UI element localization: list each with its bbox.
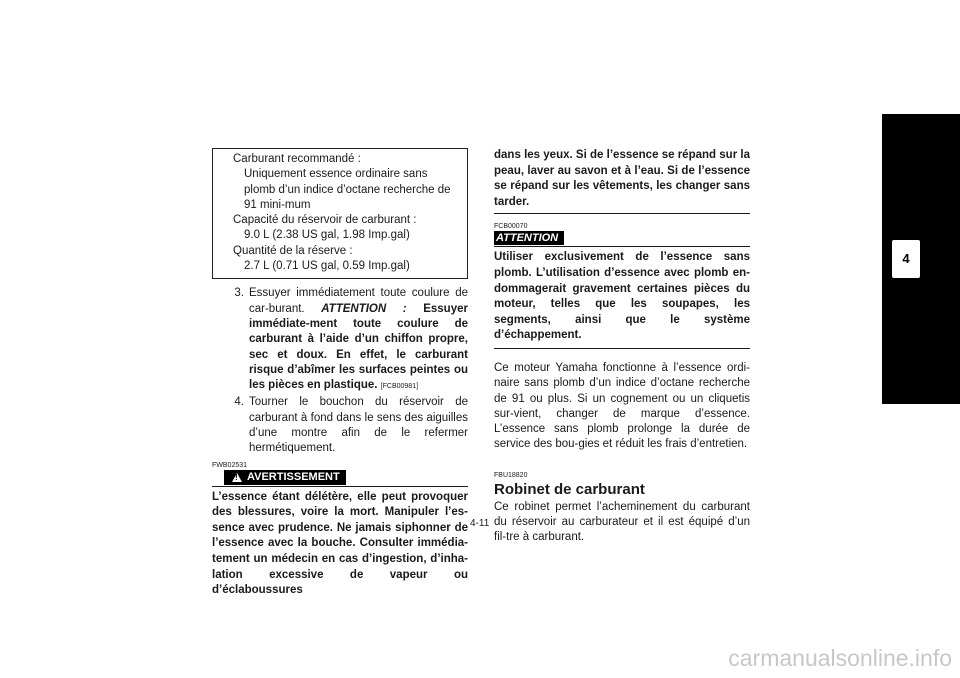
reserve-label: Quantité de la réserve : <box>233 244 353 257</box>
warning-triangle-icon <box>232 473 242 482</box>
step-number: 3. <box>234 287 244 300</box>
step-3-bold-text: Essuyer immédiate-ment toute coulure de carburant à l’aide d’un chiffon propre, sec et doux. En effet, le carburant risque d’abîmer les surfaces peintes ou les pièces en plastique. <box>249 302 468 392</box>
page-number: 4-11 <box>470 518 490 529</box>
step-4-text: Tourner le bouchon du réservoir de carburant à fond dans le sens des aiguilles d’une montre afin de le refermer hermétiquement. <box>249 396 468 455</box>
chapter-tab <box>882 114 960 404</box>
step-text <box>249 286 468 394</box>
right-column <box>494 148 750 564</box>
fuel-spec-box <box>212 148 468 279</box>
step-3-text: Essuyer immédiatement toute coulure de car-burant. <box>249 287 468 315</box>
watermark: carmanualsonline.info <box>728 645 952 671</box>
warning-label <box>224 470 346 485</box>
chapter-tab-slot <box>892 240 920 278</box>
attention-code: FCB00070 <box>494 223 528 231</box>
step-3 <box>212 286 468 394</box>
step-3-code: [FCB00981] <box>380 383 419 391</box>
reserve-value: 2.7 L (0.71 US gal, 0.59 Imp.gal) <box>244 260 410 273</box>
section-code: FBU18820 <box>494 471 528 479</box>
step-4 <box>212 395 468 456</box>
left-column <box>212 148 468 599</box>
warning-text: L’essence étant délétère, elle peut provoquer des blessures, voire la mort. Manipuler l’es-sence avec prudence. Ne jamais siphonner de l’essence avec la bouche. Consulter immédia-tement un médecin en cas d’ingestion, d’inha-lation excessive de vapeur ou d’éclaboussures <box>212 490 468 597</box>
section-title: Robinet de carburant <box>494 480 645 498</box>
attention-text: Utiliser exclusivement de l’essence sans plomb. L’utilisation d’essence avec plomb en-dommagerait gravement certaines pièces du moteur, telles que les soupapes, les segments, ainsi que le système d’échappement. <box>494 250 750 349</box>
warning-text-continued: dans les yeux. Si de l’essence se répand sur la peau, laver au savon et à l’eau. Si de l’essence se répand sur les vêtements, les changer sans tarder. <box>494 148 750 214</box>
capacity-label: Capacité du réservoir de carburant : <box>233 214 417 227</box>
section-text: Ce robinet permet l’acheminement du carburant du réservoir au carburateur et il est équipé d’un fil-tre à carburant. <box>494 500 750 544</box>
warning-label-text: AVERTISSEMENT <box>247 470 340 483</box>
warning-header <box>212 470 468 487</box>
fuel-value: Uniquement essence ordinaire sans plomb d’un indice d’octane recherche de 91 mini-mum <box>244 168 451 211</box>
capacity-value: 9.0 L (2.38 US gal, 1.98 Imp.gal) <box>244 229 410 242</box>
fuel-label: Carburant recommandé : <box>233 153 361 165</box>
chapter-number: 4 <box>902 251 910 266</box>
attention-header <box>494 231 750 247</box>
step-number: 4. <box>234 396 244 409</box>
inline-attention-label: ATTENTION : <box>321 302 407 315</box>
attention-label: ATTENTION <box>494 231 564 245</box>
warning-code: FWB02531 <box>212 461 248 469</box>
engine-paragraph: Ce moteur Yamaha fonctionne à l’essence ordi-naire sans plomb d’un indice d’octane recherche de 91 ou plus. Si un cognement ou un cliquetis sur-vient, changer de marque d’essence. L’essence sans plomb prolonge la durée de service des bou-gies et réduit les frais d’entretien. <box>494 361 750 451</box>
